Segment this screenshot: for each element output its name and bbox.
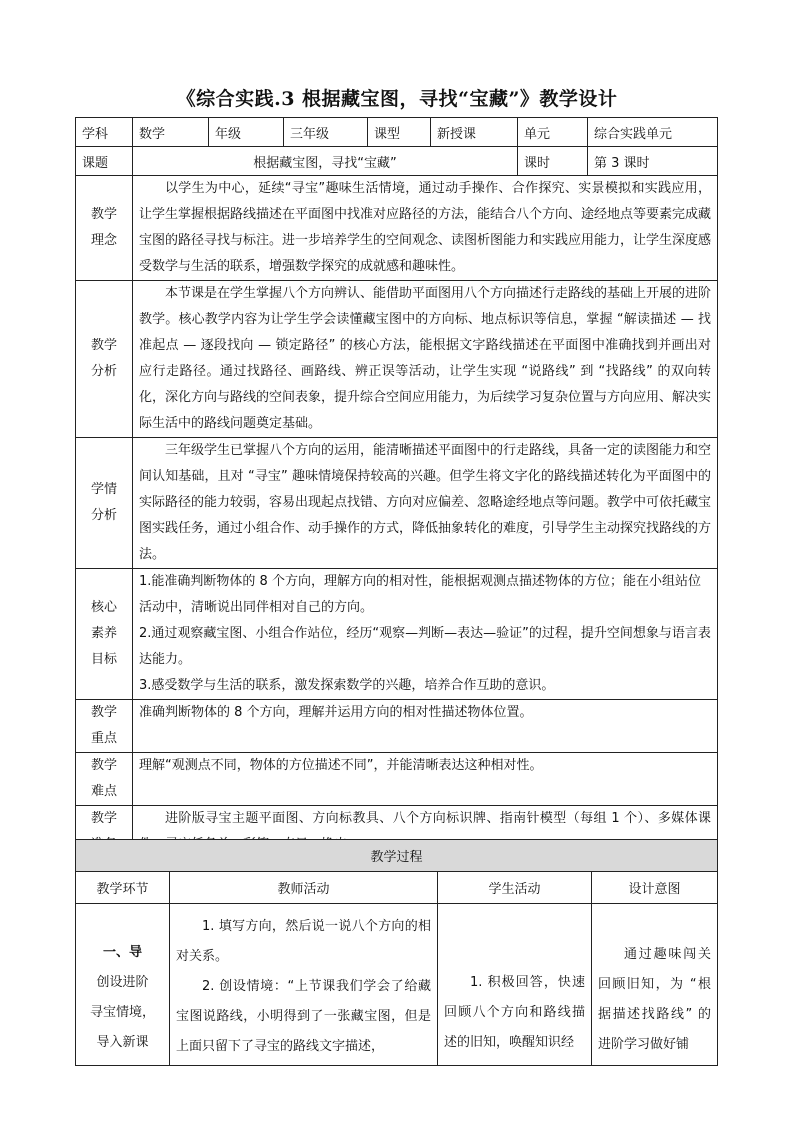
process-step-row bbox=[76, 904, 718, 1066]
preparation-text: 进阶版寻宝主题平面图、方向标教具、八个方向标识牌、指南针模型（每组 1 个）、多媒体课 bbox=[133, 806, 718, 859]
goals-row bbox=[76, 569, 718, 700]
grade-label: 年级 bbox=[209, 118, 284, 147]
key-point-row bbox=[76, 700, 718, 753]
column-header-step: 教学环节 bbox=[76, 872, 170, 904]
learners-text: 三年级学生已掌握八个方向的运用，能清晰描述平面图中的行走路线，具备一定的读图能力和空间认知基础，且对 “寻宝” 趣味情境保持较高的兴趣。但学生将文字化的路线描述转化为平面图中的实际路径的能力较弱，容易出现起点找错、方向对应偏差、忽略途经地点等问题。教学中可依托藏宝图实践任务，通过小组合作、动手操作的方式，降低抽象转化的难度，引导学生主动探究找路线的方法。 bbox=[133, 438, 718, 569]
teacher-activity bbox=[170, 904, 438, 1066]
lesson-plan-table bbox=[75, 117, 718, 859]
topic-label: 课题 bbox=[76, 147, 133, 176]
goals-label: 核心 素养 目标 bbox=[76, 569, 133, 700]
period-label: 课时 bbox=[518, 147, 588, 176]
subject-label: 学科 bbox=[76, 118, 133, 147]
document-title: 《综合实践.3 根据藏宝图，寻找“宝藏”》教学设计 bbox=[176, 88, 618, 110]
type-label: 课型 bbox=[368, 118, 431, 147]
column-header-teacher: 教师活动 bbox=[170, 872, 438, 904]
info-row bbox=[76, 118, 718, 147]
step-label: 一、导 创设进阶 寻宝情境， 导入新课 bbox=[76, 904, 170, 1066]
philosophy-row bbox=[76, 176, 718, 281]
process-column-header-row bbox=[76, 872, 718, 904]
column-header-student: 学生活动 bbox=[438, 872, 592, 904]
period-value: 第 3 课时 bbox=[588, 147, 718, 176]
key-point-text: 准确判断物体的 8 个方向，理解并运用方向的相对性描述物体位置。 bbox=[133, 700, 718, 753]
teacher-activity-item: 2. 创设情境：“上节课我们学会了给藏宝图说路线，小明得到了一张藏宝图，但是上面只留下了寻宝的路线文字描述， bbox=[176, 979, 431, 1054]
preparation-label: 教学 bbox=[76, 806, 133, 859]
process-header: 教学过程 bbox=[76, 840, 718, 872]
learners-label: 学情 分析 bbox=[76, 438, 133, 569]
analysis-text: 本节课是在学生掌握八个方向辨认、能借助平面图用八个方向描述行走路线的基础上开展的进阶教学。核心教学内容为让学生学会读懂藏宝图中的方向标、地点标识等信息，掌握 “解读描述 — 找准起点 — 逐段找向 — 锁定路径” 的核心方法，能根据文字路线描述在平面图中准确找到并画出对应行走路径。通过找路径、画路线、辨正误等活动，让学生实现 “说路线” 到 “找路线” 的双向转化，深化方向与路线的空间表象，提升综合空间应用能力，为后续学习复杂位置与方向应用、解决实际生活中的路线问题奠定基础。 bbox=[133, 281, 718, 438]
column-header-intent: 设计意图 bbox=[592, 872, 718, 904]
subject-value: 数学 bbox=[133, 118, 209, 147]
difficulty-row bbox=[76, 753, 718, 806]
analysis-label: 教学 分析 bbox=[76, 281, 133, 438]
unit-value: 综合实践单元 bbox=[588, 118, 718, 147]
goal-item: 3.感受数学与生活的联系，激发探索数学的兴趣，培养合作互助的意识。 bbox=[139, 678, 555, 693]
goal-item: 1.能准确判断物体的 8 个方向，理解方向的相对性，能根据观测点描述物体的方位；能在小组站位活动中，清晰说出同伴相对自己的方向。 bbox=[139, 574, 701, 615]
philosophy-text: 以学生为中心，延续“寻宝”趣味生活情境，通过动手操作、合作探究、实景模拟和实践应用，让学生掌握根据路线描述在平面图中找准对应路径的方法，能结合八个方向、途经地点等要素完成藏宝图的路径寻找与标注。进一步培养学生的空间观念、读图析图能力和实践应用能力，让学生深度感受数学与生活的联系，增强数学探究的成就感和趣味性。 bbox=[133, 176, 718, 281]
difficulty-label: 教学 难点 bbox=[76, 753, 133, 806]
unit-label: 单元 bbox=[518, 118, 588, 147]
goals-list bbox=[133, 569, 718, 700]
type-value: 新授课 bbox=[431, 118, 518, 147]
learners-row bbox=[76, 438, 718, 569]
topic-value: 根据藏宝图，寻找“宝藏” bbox=[133, 147, 518, 176]
teacher-activity-item: 1. 填写方向，然后说一说八个方向的相对关系。 bbox=[176, 919, 431, 964]
analysis-row bbox=[76, 281, 718, 438]
difficulty-text: 理解“观测点不同，物体的方位描述不同”，并能清晰表达这种相对性。 bbox=[133, 753, 718, 806]
grade-value: 三年级 bbox=[284, 118, 368, 147]
design-intent: 通过趣味闯关回顾旧知，为 “根据描述找路线” 的进阶学习做好铺 bbox=[592, 904, 718, 1066]
goal-item: 2.通过观察藏宝图、小组合作站位，经历“观察—判断—表达—验证”的过程，提升空间想象与语言表达能力。 bbox=[139, 626, 711, 667]
student-activity: 1. 积极回答，快速回顾八个方向和路线描述的旧知，唤醒知识经 bbox=[438, 904, 592, 1066]
key-point-label: 教学 重点 bbox=[76, 700, 133, 753]
philosophy-label: 教学 理念 bbox=[76, 176, 133, 281]
topic-row bbox=[76, 147, 718, 176]
process-table bbox=[75, 839, 718, 1066]
